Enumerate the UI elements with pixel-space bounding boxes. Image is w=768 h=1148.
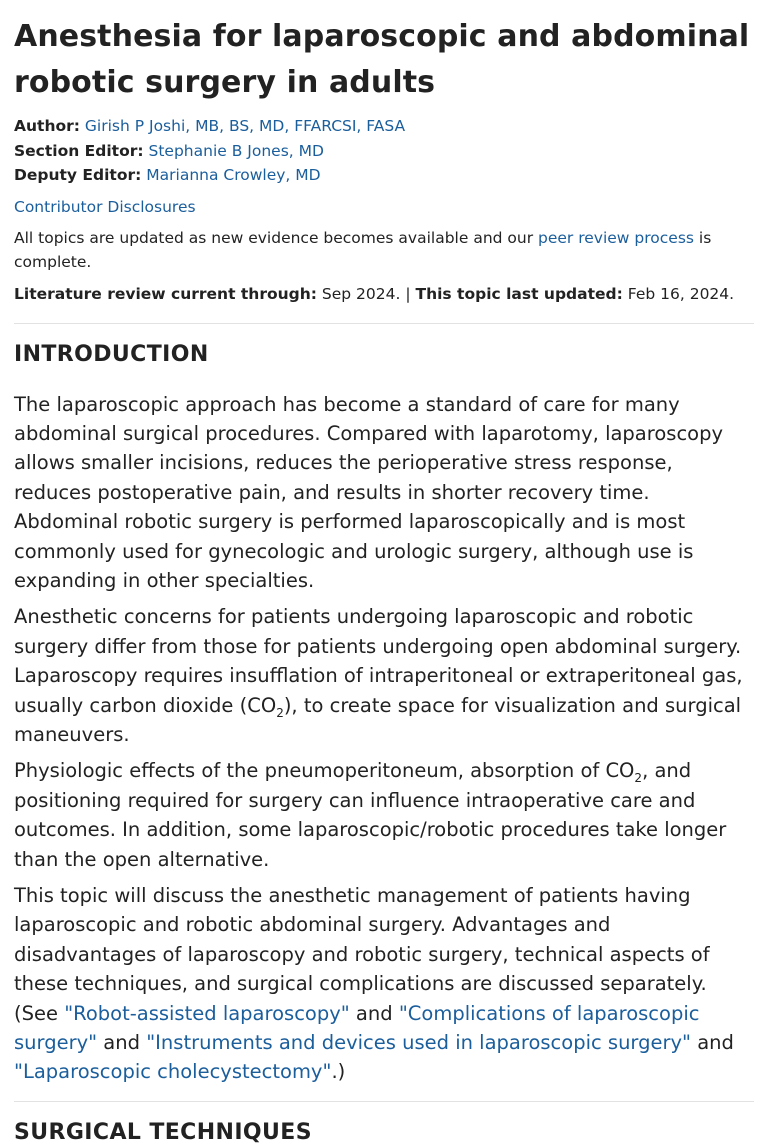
paragraph (14, 602, 754, 749)
paragraph (14, 881, 754, 1087)
review-separator: | (400, 284, 416, 303)
robot-assisted-laparoscopy-link[interactable]: "Robot-assisted laparoscopy" (64, 1001, 350, 1025)
author-row (14, 114, 754, 139)
lit-review-label: Literature review current through: (14, 284, 317, 303)
deputy-editor-label: Deputy Editor: (14, 166, 142, 184)
peer-review-link[interactable]: peer review process (538, 228, 694, 247)
paragraph-text: .) (331, 1060, 346, 1084)
paragraph-text: Anesthetic concerns for patients undergoing laparoscopic and robotic surgery differ from those for patients undergoing open abdominal surgery. Laparoscopy requires insufflation of intraperitoneal or extraperitoneal gas, usually carbon dioxide (CO (14, 605, 743, 717)
disclosures-row (14, 195, 754, 219)
review-dates (14, 282, 754, 306)
paragraph-text: and (97, 1031, 147, 1055)
divider (14, 323, 754, 324)
paragraph-text: , and positioning required for surgery can influence intraoperative care and outcomes. In addition, some laparoscopic/robotic procedures take longer than the open alternative. (14, 759, 727, 871)
section-editor-label: Section Editor: (14, 141, 144, 160)
section-heading-surgical-techniques: SURGICAL TECHNIQUES (14, 1119, 312, 1145)
section-editor-row (14, 139, 754, 164)
paragraph: The laparoscopic approach has become a standard of care for many abdominal surgical procedures. Compared with laparotomy, laparoscopy allows smaller incisions, reduces the perioperative stress response, reduces postoperative pain, and results in shorter recovery time. Abdominal robotic surgery is performed laparoscopically and is most commonly used for gynecologic and urologic surgery, although use is expanding in other specialties. (14, 392, 724, 592)
paragraph-text: and (349, 1001, 399, 1025)
laparoscopic-cholecystectomy-link[interactable]: "Laparoscopic cholecystectomy" (14, 1060, 332, 1084)
last-updated-value: Feb 16, 2024. (622, 284, 735, 303)
deputy-editor-row (14, 163, 754, 188)
topic-meta (14, 114, 754, 188)
paragraph (14, 756, 754, 874)
paragraph-text: and (691, 1031, 734, 1055)
subscript: 2 (634, 771, 643, 786)
subscript: 2 (276, 705, 284, 720)
instruments-and-devices-link[interactable]: "Instruments and devices used in laparoscopic surgery" (146, 1031, 692, 1055)
complications-of-laparoscopic-surgery-link[interactable]: "Complications of laparoscopic surgery" (14, 1001, 700, 1055)
introduction-body (14, 390, 754, 1087)
update-note-text: All topics are updated as new evidence becomes available and our (14, 228, 539, 247)
section-heading-introduction: INTRODUCTION (14, 341, 209, 367)
paragraph-text: ), to create space for visualization and surgical maneuvers. (14, 693, 742, 746)
author-label: Author: (14, 117, 80, 135)
update-note-end: is complete. (14, 228, 712, 271)
divider (14, 1101, 754, 1102)
deputy-editor-link[interactable]: Marianna Crowley, MD (146, 166, 321, 184)
update-note (14, 226, 754, 274)
author-link[interactable]: Girish P Joshi, MB, BS, MD, FFARCSI, FASA (84, 117, 406, 135)
page-title: Anesthesia for laparoscopic and abdominal robotic surgery in adults (14, 19, 750, 100)
last-updated-label: This topic last updated: (415, 284, 623, 303)
paragraph-text: Physiologic effects of the pneumoperitoneum, absorption of CO (14, 759, 635, 783)
section-editor-link[interactable]: Stephanie B Jones, MD (148, 141, 324, 160)
contributor-disclosures-link[interactable]: Contributor Disclosures (14, 197, 196, 216)
lit-review-value: Sep 2024. (316, 284, 401, 303)
paragraph-text: This topic will discuss the anesthetic management of patients having laparoscopic and robotic abdominal surgery. Advantages and disadvantages of laparoscopy and robotic surgery, technical aspects of these techniques, and surgical complications are discussed separately. (See (14, 884, 710, 1025)
